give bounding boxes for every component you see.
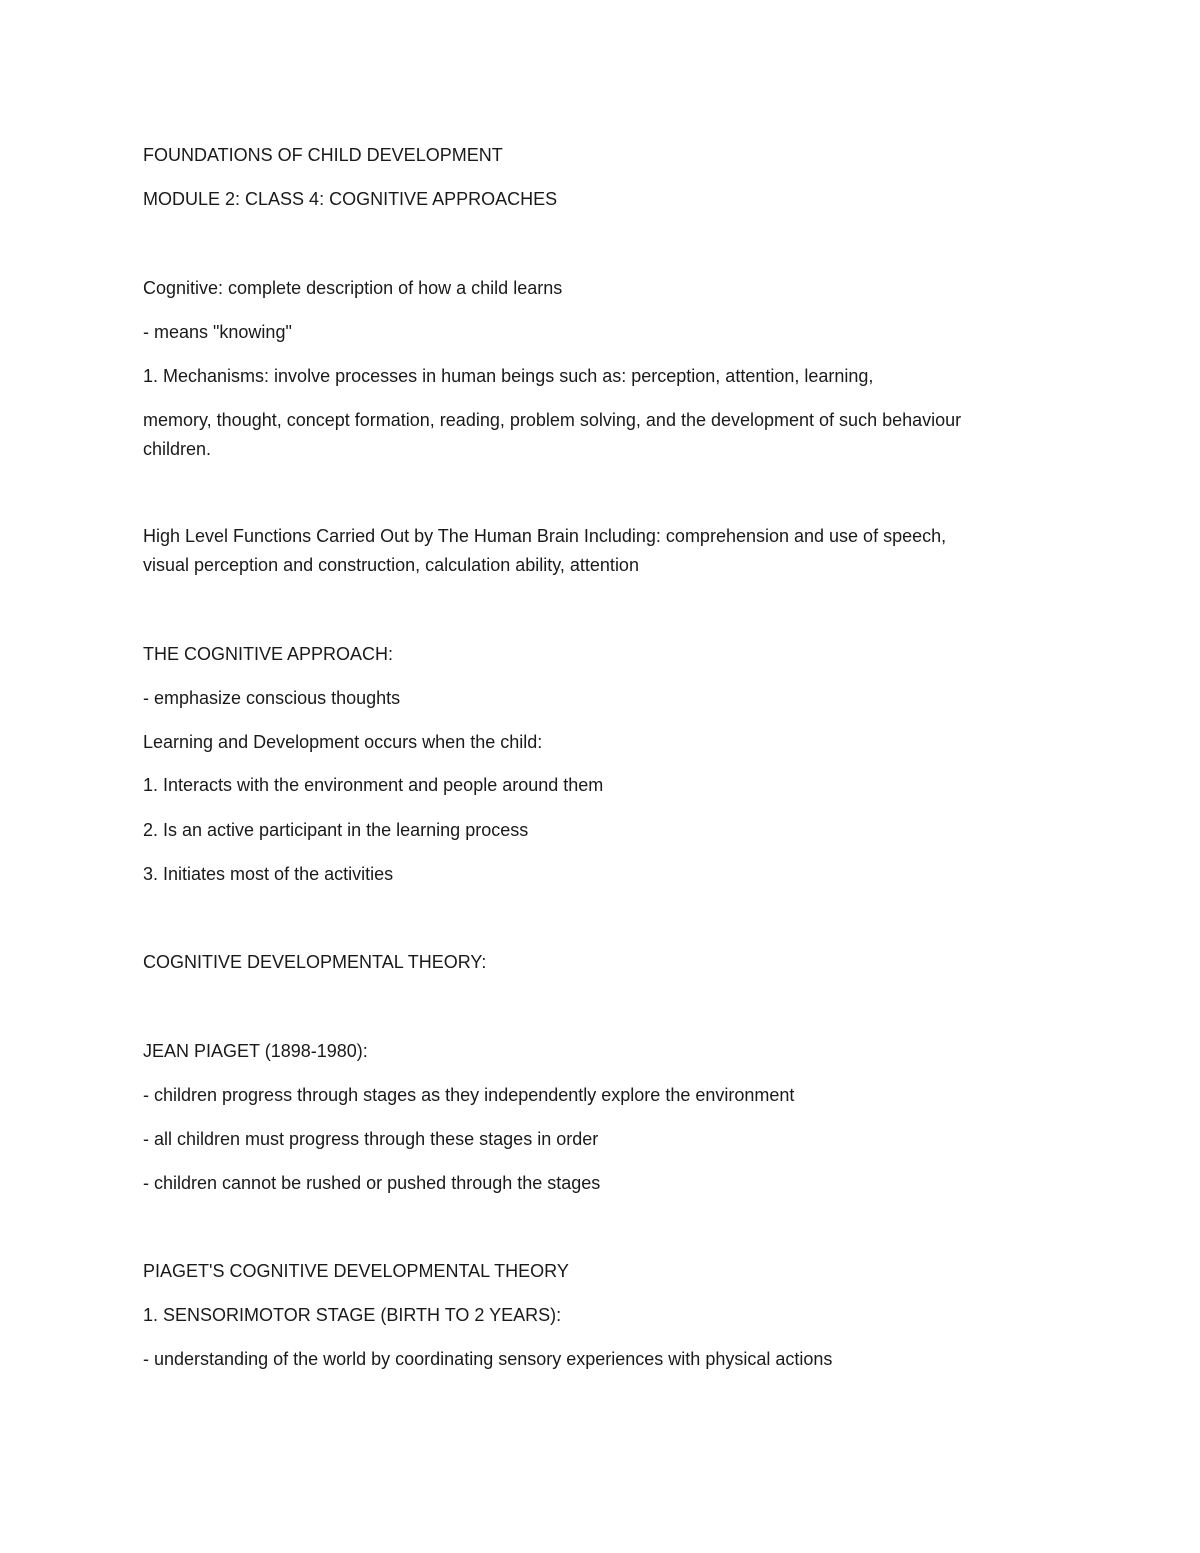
piaget-heading: JEAN PIAGET (1898-1980): [143,1041,368,1061]
piaget-point: - children cannot be rushed or pushed through the stages [143,1173,601,1193]
stage1-heading: 1. SENSORIMOTOR STAGE (BIRTH TO 2 YEARS): [143,1305,562,1325]
piaget-point: - children progress through stages as they independently explore the environment [143,1085,795,1105]
learning-intro: Learning and Development occurs when the child: [143,732,543,752]
mechanisms-line-1: 1. Mechanisms: involve processes in human beings such as: perception, attention, learning, [143,366,874,386]
cognitive-definition: Cognitive: complete description of how a child learns [143,278,563,298]
approach-heading: THE COGNITIVE APPROACH: [143,644,394,664]
means-knowing: - means "knowing" [143,322,292,342]
document-subtitle: MODULE 2: CLASS 4: COGNITIVE APPROACHES [143,189,558,209]
high-level-line-1: High Level Functions Carried Out by The Human Brain Including: comprehension and use of speech, [143,526,947,546]
stage1-point: - understanding of the world by coordinating sensory experiences with physical actions [143,1349,833,1369]
mechanisms-line-2: memory, thought, concept formation, reading, problem solving, and the development of such behaviour [143,410,962,430]
piaget-point: - all children must progress through these stages in order [143,1129,599,1149]
high-level-line-2: visual perception and construction, calculation ability, attention [143,555,639,575]
learning-item: 1. Interacts with the environment and people around them [143,775,604,795]
document-title: FOUNDATIONS OF CHILD DEVELOPMENT [143,145,503,165]
mechanisms-line-3: children. [143,439,212,459]
theory-heading: COGNITIVE DEVELOPMENTAL THEORY: [143,952,487,972]
approach-point: - emphasize conscious thoughts [143,688,401,708]
learning-item: 2. Is an active participant in the learning process [143,820,529,840]
piaget-theory-heading: PIAGET'S COGNITIVE DEVELOPMENTAL THEORY [143,1261,569,1281]
learning-item: 3. Initiates most of the activities [143,864,394,884]
